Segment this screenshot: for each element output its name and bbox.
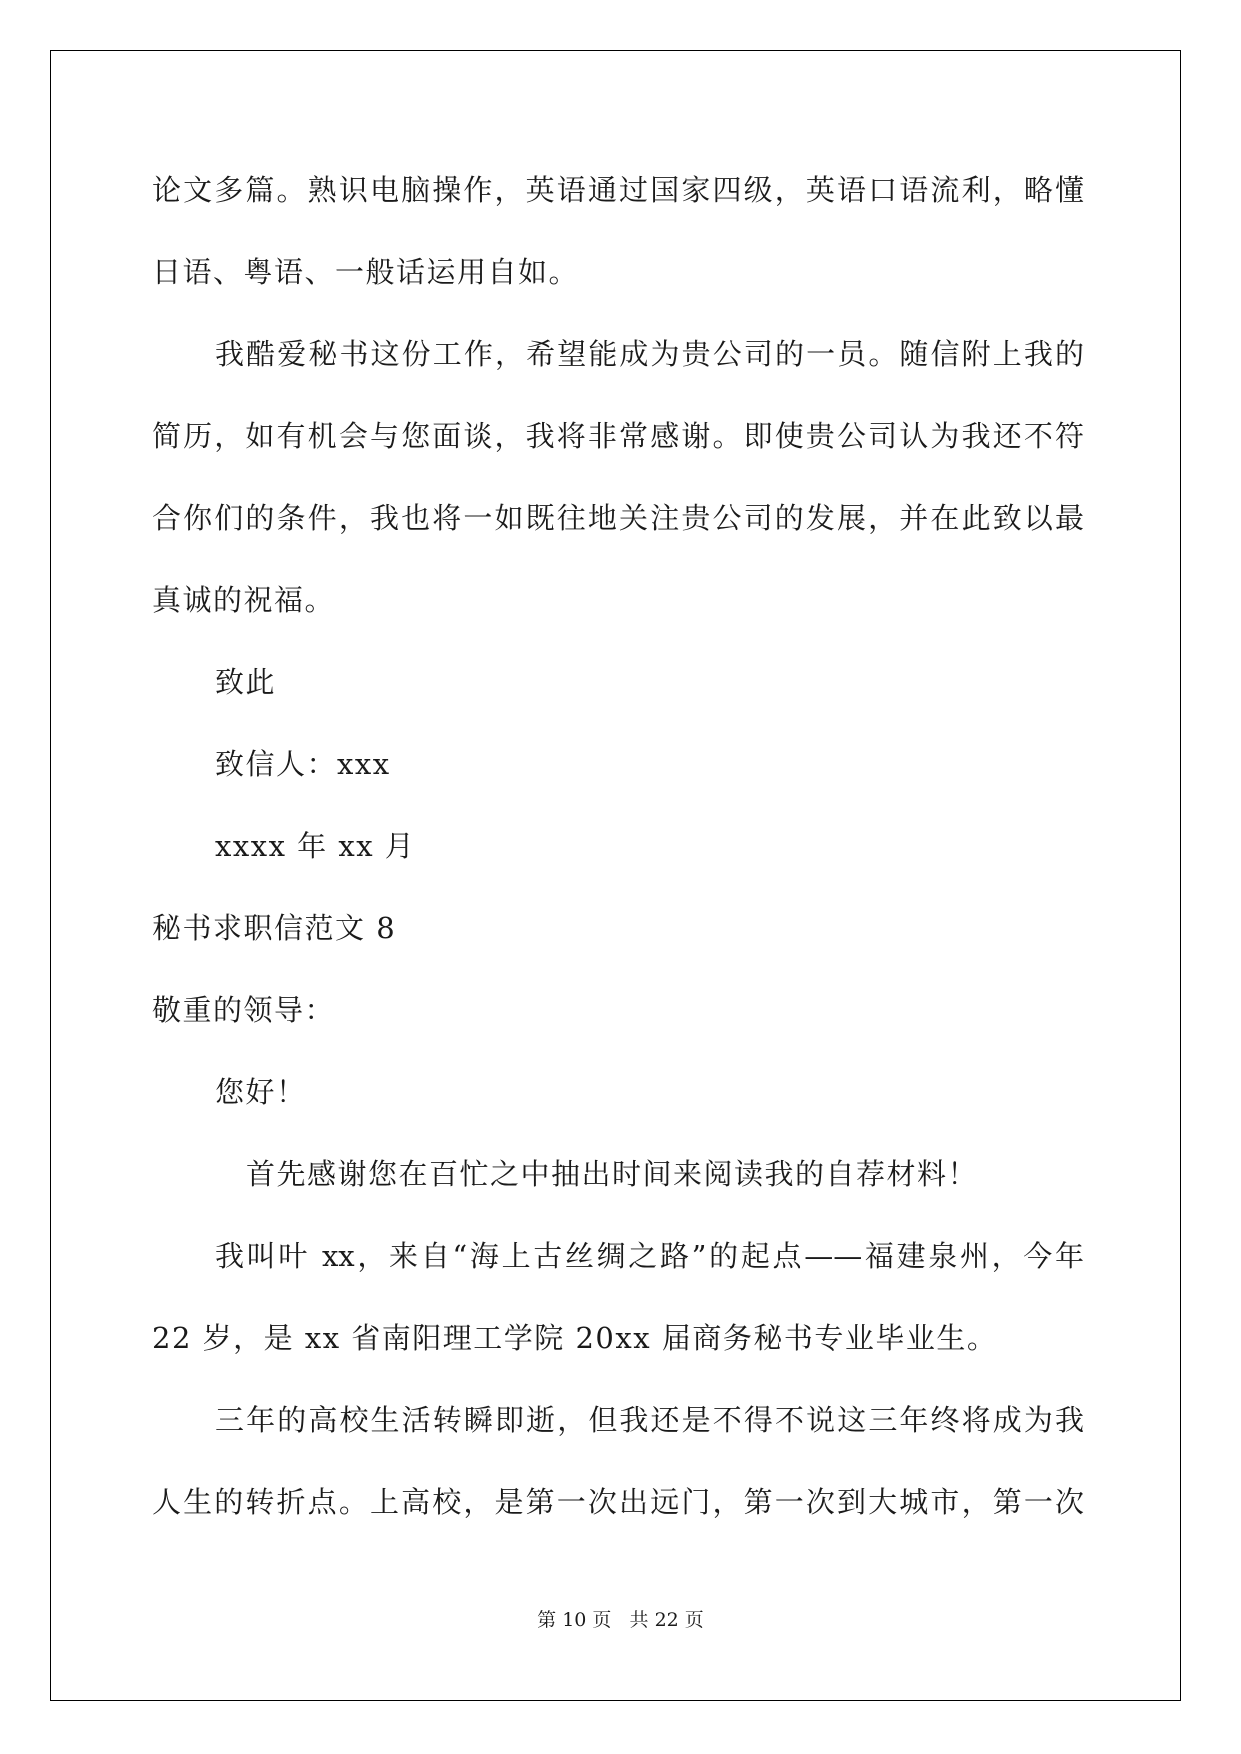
closing-line: 致此: [215, 665, 277, 699]
body-line: 我酷爱秘书这份工作，希望能成为贵公司的一员。随信附上我的: [215, 337, 1084, 371]
body-line: 合你们的条件，我也将一如既往地关注贵公司的发展，并在此致以最: [152, 501, 1084, 535]
body-line: 22 岁，是 xx 省南阳理工学院 20xx 届商务秘书专业毕业生。: [152, 1321, 998, 1355]
body-line: 论文多篇。熟识电脑操作，英语通过国家四级，英语口语流利，略懂: [152, 173, 1084, 207]
body-line: 首先感谢您在百忙之中抽出时间来阅读我的自荐材料！: [246, 1157, 979, 1191]
salutation-line: 敬重的领导：: [152, 993, 336, 1027]
date-line: xxxx 年 xx 月: [215, 829, 416, 863]
body-line: 日语、粤语、一般话运用自如。: [152, 255, 580, 289]
page-border: [50, 50, 1181, 1701]
body-line: 真诚的祝福。: [152, 583, 336, 617]
greeting-line: 您好！: [215, 1075, 307, 1109]
body-line: 简历，如有机会与您面谈，我将非常感谢。即使贵公司认为我还不符: [152, 419, 1084, 453]
page-number: 第 10 页 共 22 页: [537, 1609, 704, 1631]
body-line: 三年的高校生活转瞬即逝，但我还是不得不说这三年终将成为我: [215, 1403, 1084, 1437]
body-line: 人生的转折点。上高校，是第一次出远门，第一次到大城市，第一次: [152, 1485, 1084, 1519]
signature-line: 致信人：xxx: [215, 747, 391, 781]
section-title: 秘书求职信范文 8: [152, 911, 397, 945]
body-line: 我叫叶 xx，来自“海上古丝绸之路”的起点——福建泉州，今年: [215, 1239, 1084, 1273]
